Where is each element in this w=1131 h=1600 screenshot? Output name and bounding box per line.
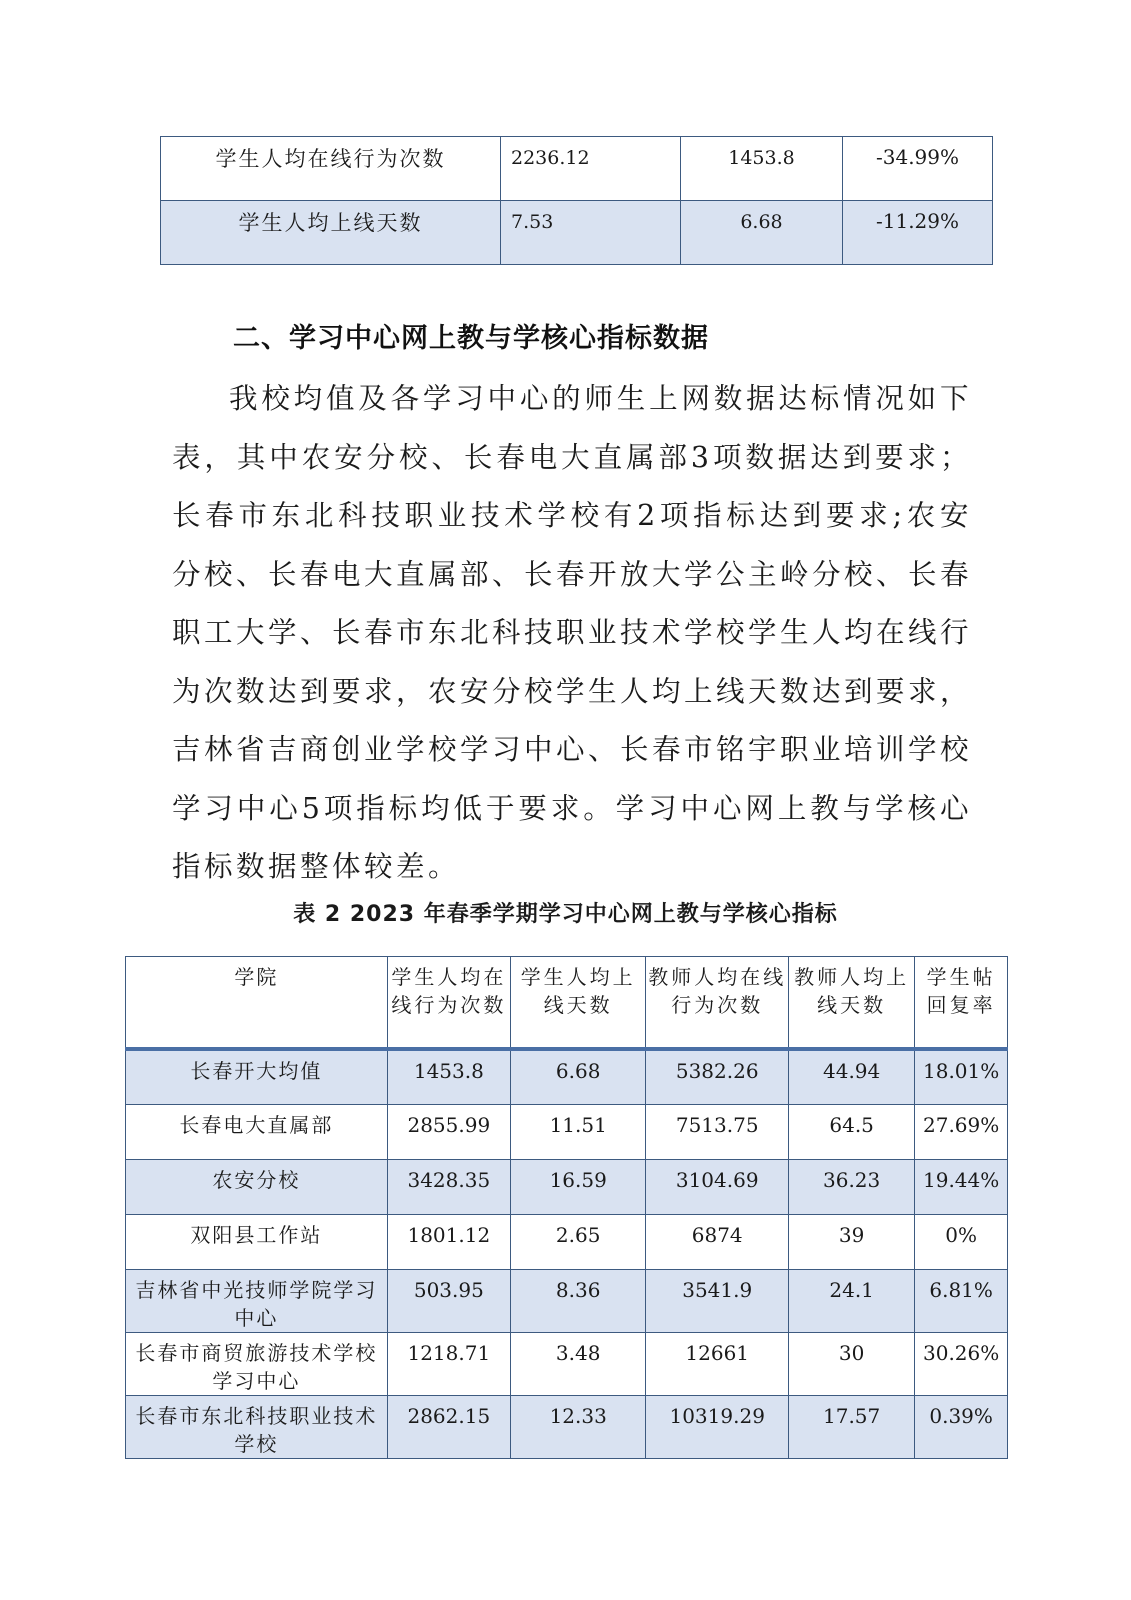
teacher-online-actions: 5382.26 xyxy=(646,1049,789,1104)
college-name: 农安分校 xyxy=(126,1159,388,1214)
metric-value-prev: 2236.12 xyxy=(501,137,681,201)
college-name: 双阳县工作站 xyxy=(126,1214,388,1269)
student-online-actions: 2855.99 xyxy=(387,1104,510,1159)
teacher-online-actions: 10319.29 xyxy=(646,1395,789,1458)
metric-change: -34.99% xyxy=(843,137,993,201)
body-paragraph: 我校均值及各学习中心的师生上网数据达标情况如下表，其中农安分校、长春电大直属部3项数据达到要求；长春市东北科技职业技术学校有2项指标达到要求;农安分校、长春电大直属部、长春开放大学公主岭分校、长春职工大学、长春市东北科技职业技术学校学生人均在线行为次数达到要求，农安分校学生人均上线天数达到要求，吉林省吉商创业学校学习中心、长春市铭宇职业培训学校学习中心5项指标均低于要求。学习中心网上教与学核心指标数据整体较差。 xyxy=(172,382,973,883)
table-row xyxy=(126,1104,1008,1159)
post-reply-rate: 6.81% xyxy=(915,1269,1008,1332)
table-row xyxy=(161,137,993,201)
student-online-actions: 1453.8 xyxy=(387,1049,510,1104)
table-row xyxy=(161,201,993,265)
metric-change: -11.29% xyxy=(843,201,993,265)
student-online-days: 6.68 xyxy=(510,1049,645,1104)
summary-table-continued xyxy=(160,136,993,265)
metric-label: 学生人均上线天数 xyxy=(161,201,501,265)
college-name: 长春开大均值 xyxy=(126,1049,388,1104)
column-header-teacher-online-days: 教师人均上线天数 xyxy=(789,957,915,1050)
teacher-online-actions: 6874 xyxy=(646,1214,789,1269)
metric-value-current: 6.68 xyxy=(681,201,843,265)
table-row xyxy=(126,1269,1008,1332)
college-name: 吉林省中光技师学院学习中心 xyxy=(126,1269,388,1332)
table-row xyxy=(126,1214,1008,1269)
teacher-online-days: 30 xyxy=(789,1332,915,1395)
student-online-actions: 503.95 xyxy=(387,1269,510,1332)
table-row xyxy=(126,1159,1008,1214)
learning-center-metrics-table xyxy=(125,956,1008,1459)
post-reply-rate: 19.44% xyxy=(915,1159,1008,1214)
column-header-student-online-actions: 学生人均在线行为次数 xyxy=(387,957,510,1050)
teacher-online-days: 64.5 xyxy=(789,1104,915,1159)
college-name: 长春市商贸旅游技术学校学习中心 xyxy=(126,1332,388,1395)
table-row xyxy=(126,1395,1008,1458)
table-header-row xyxy=(126,957,1008,1050)
college-name: 长春电大直属部 xyxy=(126,1104,388,1159)
metric-value-prev: 7.53 xyxy=(501,201,681,265)
teacher-online-days: 39 xyxy=(789,1214,915,1269)
student-online-actions: 1218.71 xyxy=(387,1332,510,1395)
student-online-days: 2.65 xyxy=(510,1214,645,1269)
post-reply-rate: 30.26% xyxy=(915,1332,1008,1395)
student-online-days: 16.59 xyxy=(510,1159,645,1214)
column-header-college: 学院 xyxy=(126,957,388,1050)
student-online-days: 3.48 xyxy=(510,1332,645,1395)
student-online-actions: 2862.15 xyxy=(387,1395,510,1458)
student-online-days: 12.33 xyxy=(510,1395,645,1458)
column-header-teacher-online-actions: 教师人均在线行为次数 xyxy=(646,957,789,1050)
column-header-post-reply-rate: 学生帖回复率 xyxy=(915,957,1008,1050)
table-row xyxy=(126,1332,1008,1395)
table-caption: 表 2 2023 年春季学期学习中心网上教与学核心指标 xyxy=(293,902,838,927)
metric-label: 学生人均在线行为次数 xyxy=(161,137,501,201)
column-header-student-online-days: 学生人均上线天数 xyxy=(510,957,645,1050)
metric-value-current: 1453.8 xyxy=(681,137,843,201)
student-online-days: 8.36 xyxy=(510,1269,645,1332)
post-reply-rate: 0% xyxy=(915,1214,1008,1269)
college-name: 长春市东北科技职业技术学校 xyxy=(126,1395,388,1458)
teacher-online-days: 44.94 xyxy=(789,1049,915,1104)
post-reply-rate: 18.01% xyxy=(915,1049,1008,1104)
post-reply-rate: 0.39% xyxy=(915,1395,1008,1458)
section-heading: 二、学习中心网上教与学核心指标数据 xyxy=(233,323,709,354)
teacher-online-actions: 3541.9 xyxy=(646,1269,789,1332)
table-row xyxy=(126,1049,1008,1104)
teacher-online-days: 17.57 xyxy=(789,1395,915,1458)
student-online-days: 11.51 xyxy=(510,1104,645,1159)
teacher-online-actions: 12661 xyxy=(646,1332,789,1395)
student-online-actions: 3428.35 xyxy=(387,1159,510,1214)
teacher-online-days: 24.1 xyxy=(789,1269,915,1332)
teacher-online-days: 36.23 xyxy=(789,1159,915,1214)
teacher-online-actions: 7513.75 xyxy=(646,1104,789,1159)
student-online-actions: 1801.12 xyxy=(387,1214,510,1269)
teacher-online-actions: 3104.69 xyxy=(646,1159,789,1214)
post-reply-rate: 27.69% xyxy=(915,1104,1008,1159)
